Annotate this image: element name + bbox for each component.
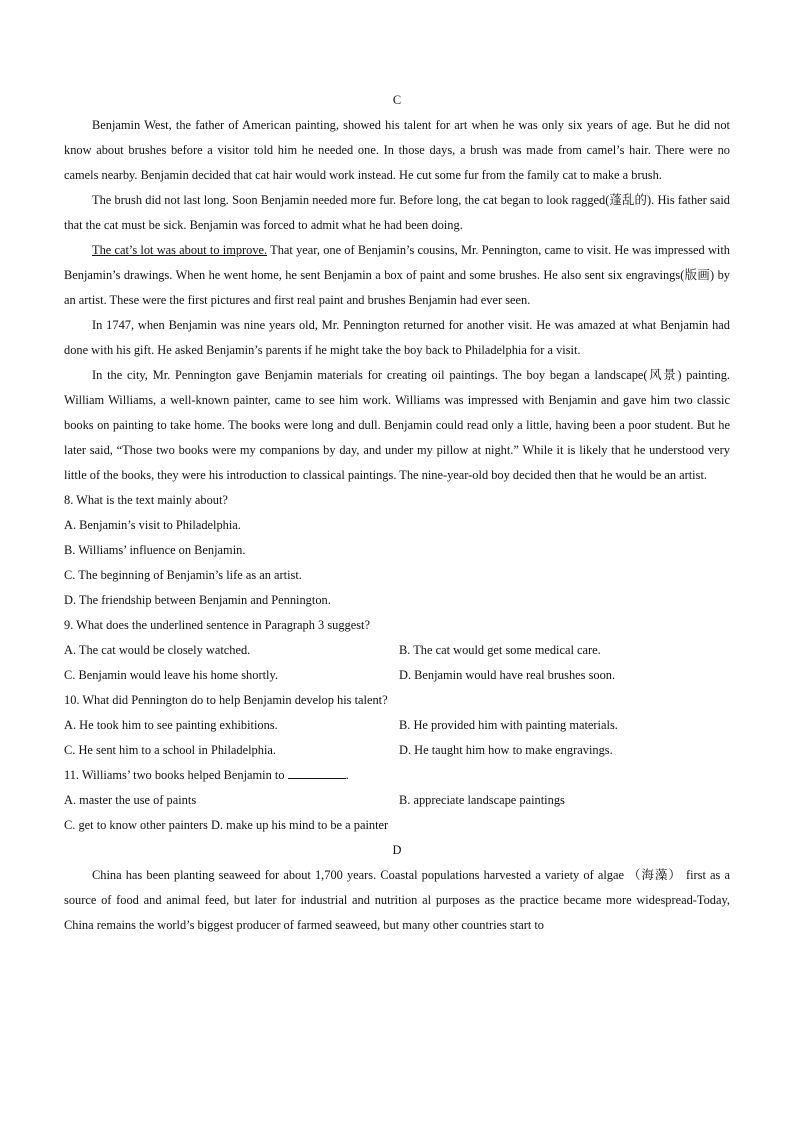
q11-option-a: A. master the use of paints [64, 793, 197, 807]
q10-option-b: B. He provided him with painting materials. [399, 718, 618, 732]
section-c-paragraph-4: In 1747, when Benjamin was nine years old, Mr. Pennington returned for another visit. He was amazed at what Benjamin had done with his gift. He asked Benjamin’s parents if he might take the boy back to Philadelphia for a visit. [64, 318, 730, 357]
question-9: 9. What does the underlined sentence in Paragraph 3 suggest? [64, 618, 371, 632]
section-c-paragraph-2: The brush did not last long. Soon Benjamin needed more fur. Before long, the cat began to look ragged(蓬乱的). His father said that the cat must be sick. Benjamin was forced to admit what he had been doing. [64, 193, 730, 232]
q8-option-a: A. Benjamin’s visit to Philadelphia. [64, 518, 241, 532]
question-8: 8. What is the text mainly about? [64, 493, 228, 507]
section-c-heading: C [392, 93, 402, 107]
q11-options-c-d: C. get to know other painters D. make up his mind to be a painter [64, 818, 389, 832]
q9-options-row-2 [64, 663, 730, 688]
section-d-heading: D [392, 843, 402, 857]
q8-option-c: C. The beginning of Benjamin’s life as an artist. [64, 568, 302, 582]
q8-option-b: B. Williams’ influence on Benjamin. [64, 543, 246, 557]
q10-options-row-2 [64, 738, 730, 763]
section-c-paragraph-1: Benjamin West, the father of American painting, showed his talent for art when he was only six years of age. But he did not know about brushes before a visitor told him he needed one. In those days, a brush was made from camel’s hair. There were no camels nearby. Benjamin decided that cat hair would work instead. He cut some fur from the family cat to make a brush. [64, 118, 730, 182]
q9-option-b: B. The cat would get some medical care. [399, 643, 601, 657]
question-11 [64, 763, 730, 788]
section-c-paragraph-5: In the city, Mr. Pennington gave Benjamin materials for creating oil paintings. The boy began a landscape(风景) painting. William Williams, a well-known painter, came to see him work. Williams was impressed with Benjamin and gave him two classic books on painting to take home. The books were long and dull. Benjamin could read only a little, having been a poor student. But he later said, “Those two books were my companions by day, and under my pillow at night.” While it is likely that he understood very little of the books, they were his introduction to classical paintings. The nine-year-old boy decided then that he would be an artist. [64, 368, 730, 482]
q10-options-row-1 [64, 713, 730, 738]
q9-option-c: C. Benjamin would leave his home shortly. [64, 668, 278, 682]
paragraph-3-rest: That year, one of Benjamin’s cousins, Mr. Pennington, came to visit. He was impressed with Benjamin’s drawings. When he went home, he sent Benjamin a box of paint and some brushes. He also sent six engravings(版画) by an artist. These were the first pictures and first real paint and brushes Benjamin had ever seen. [64, 243, 730, 307]
section-d-paragraph-1: China has been planting seaweed for about 1,700 years. Coastal populations harvested a variety of algae （海藻） first as a source of food and animal feed, but later for industrial and nutrition al purposes as the practice became more widespread-Today, China remains the world’s biggest producer of farmed seaweed, but many other countries start to [64, 868, 730, 932]
q11-question-end: . [345, 768, 349, 782]
q9-option-a: A. The cat would be closely watched. [64, 643, 251, 657]
document-page [64, 88, 730, 938]
q11-option-b: B. appreciate landscape paintings [399, 793, 565, 807]
q10-option-a: A. He took him to see painting exhibitions. [64, 718, 278, 732]
q10-option-c: C. He sent him to a school in Philadelphia. [64, 743, 276, 757]
question-10: 10. What did Pennington do to help Benjamin develop his talent? [64, 693, 388, 707]
q9-option-d: D. Benjamin would have real brushes soon. [399, 668, 616, 682]
q9-options-row-1 [64, 638, 730, 663]
answer-blank [288, 766, 346, 779]
q11-question-text: 11. Williams’ two books helped Benjamin to [64, 768, 285, 782]
q11-options-row-1 [64, 788, 730, 813]
q10-option-d: D. He taught him how to make engravings. [399, 743, 613, 757]
underlined-sentence: The cat’s lot was about to improve. [92, 243, 268, 257]
q8-option-d: D. The friendship between Benjamin and Pennington. [64, 593, 331, 607]
section-c-paragraph-3 [64, 238, 730, 313]
